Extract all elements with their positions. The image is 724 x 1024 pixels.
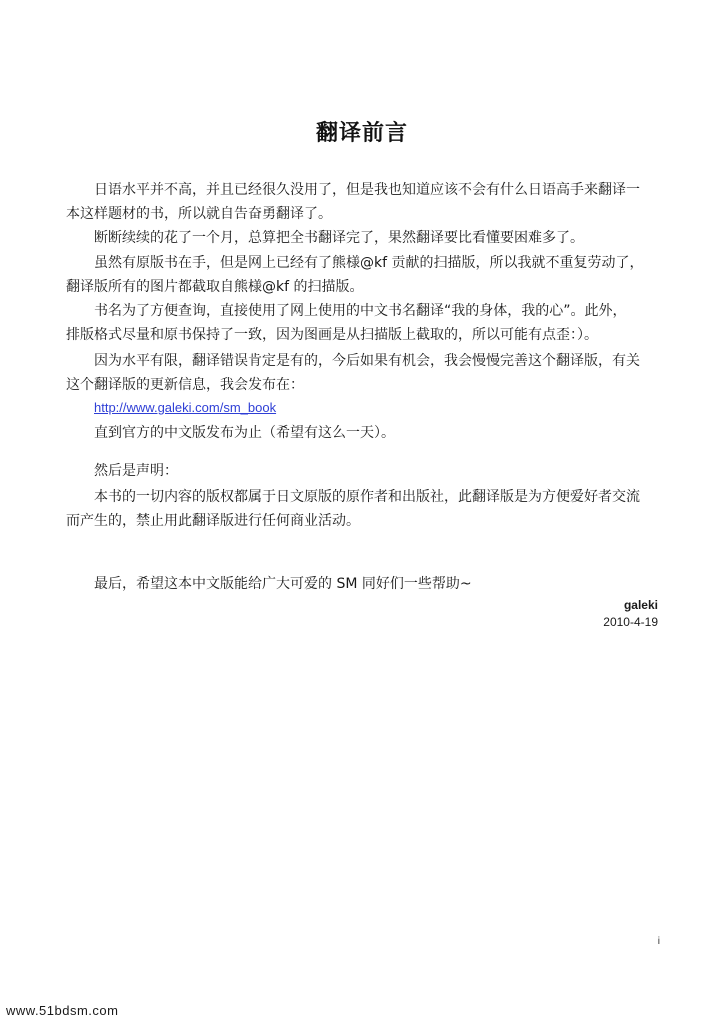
paragraph-line: 书名为了方便查询，直接使用了网上使用的中文书名翻译“我的身体，我的心”。此外， [66, 303, 627, 319]
update-link[interactable]: http://www.galeki.com/sm_book [94, 400, 277, 415]
declaration-line: 而产生的，禁止用此翻译版进行任何商业活动。 [66, 513, 360, 529]
declaration-line: 本书的一切内容的版权都属于日文原版的原作者和出版社，此翻译版是为方便爱好者交流 [66, 489, 640, 505]
paragraph-line: 本这样题材的书，所以就自告奋勇翻译了。 [66, 206, 332, 222]
signature-date: 2010-4-19 [603, 615, 658, 629]
closing-line: 最后，希望这本中文版能给广大可爱的 SM 同好们一些帮助~ [66, 576, 472, 592]
paragraph-line: 日语水平并不高，并且已经很久没用了，但是我也知道应该不会有什么日语高手来翻译一 [66, 182, 640, 198]
paragraph-line: 虽然有原版书在手，但是网上已经有了熊様@kf 贡献的扫描版，所以我就不重复劳动了， [66, 255, 644, 271]
paragraph-line: 断断续续的花了一个月，总算把全书翻译完了，果然翻译要比看懂要困难多了。 [66, 230, 584, 246]
paragraph-line: 这个翻译版的更新信息，我会发布在： [66, 377, 304, 393]
declaration-heading: 然后是声明： [66, 463, 178, 479]
paragraph-line: 排版格式尽量和原书保持了一致，因为图画是从扫描版上截取的，所以可能有点歪：）。 [66, 327, 598, 343]
site-watermark: www.51bdsm.com [6, 1003, 119, 1018]
paragraph-line: 因为水平有限，翻译错误肯定是有的，今后如果有机会，我会慢慢完善这个翻译版，有关 [66, 353, 640, 369]
paragraph-line: 翻译版所有的图片都截取自熊様@kf 的扫描版。 [66, 279, 364, 295]
page-number: i [657, 936, 660, 947]
signer-name: galeki [623, 598, 658, 612]
page-title: 翻译前言 [315, 121, 408, 146]
paragraph-line: 直到官方的中文版发布为止（希望有这么一天）。 [66, 425, 395, 441]
